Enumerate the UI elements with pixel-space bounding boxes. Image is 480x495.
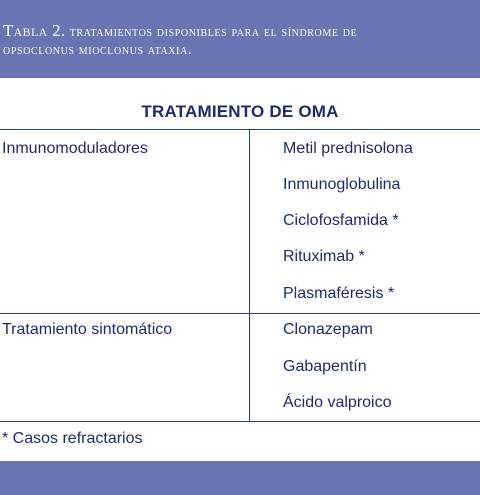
- table-caption-line-1: [3, 21, 357, 41]
- table-caption-line-2: [3, 42, 192, 59]
- table-item: Metil prednisolona: [283, 140, 413, 157]
- table-category-immunomodulators: Inmunomoduladores: [2, 140, 148, 157]
- table-caption-text-1: tratamientos disponibles para el síndrome de: [69, 24, 358, 40]
- table-rule-top: [0, 129, 480, 130]
- table-footnote: * Casos refractarios: [2, 430, 143, 447]
- table-caption-label: Tabla 2.: [3, 21, 66, 40]
- table-item: Clonazepam: [283, 321, 373, 338]
- table-category-symptomatic: Tratamiento sintomático: [2, 321, 173, 338]
- table-rule-bottom: [0, 421, 480, 422]
- table-column-divider: [249, 129, 250, 422]
- table-item: Plasmaféresis *: [283, 285, 395, 302]
- table-item: Inmunoglobulina: [283, 176, 401, 193]
- table-item: Gabapentín: [283, 358, 367, 375]
- table-item: Rituximab *: [283, 248, 365, 265]
- footer-band: [0, 461, 480, 495]
- table-item: Ácido valproico: [283, 394, 392, 411]
- table-caption-band: [0, 0, 480, 78]
- table-title: TRATAMIENTO DE OMA: [141, 102, 339, 121]
- table-item: Ciclofosfamida *: [283, 212, 399, 229]
- table-caption-text-2: opsoclonus mioclonus ataxia.: [3, 42, 193, 58]
- table-rule-middle: [0, 313, 480, 314]
